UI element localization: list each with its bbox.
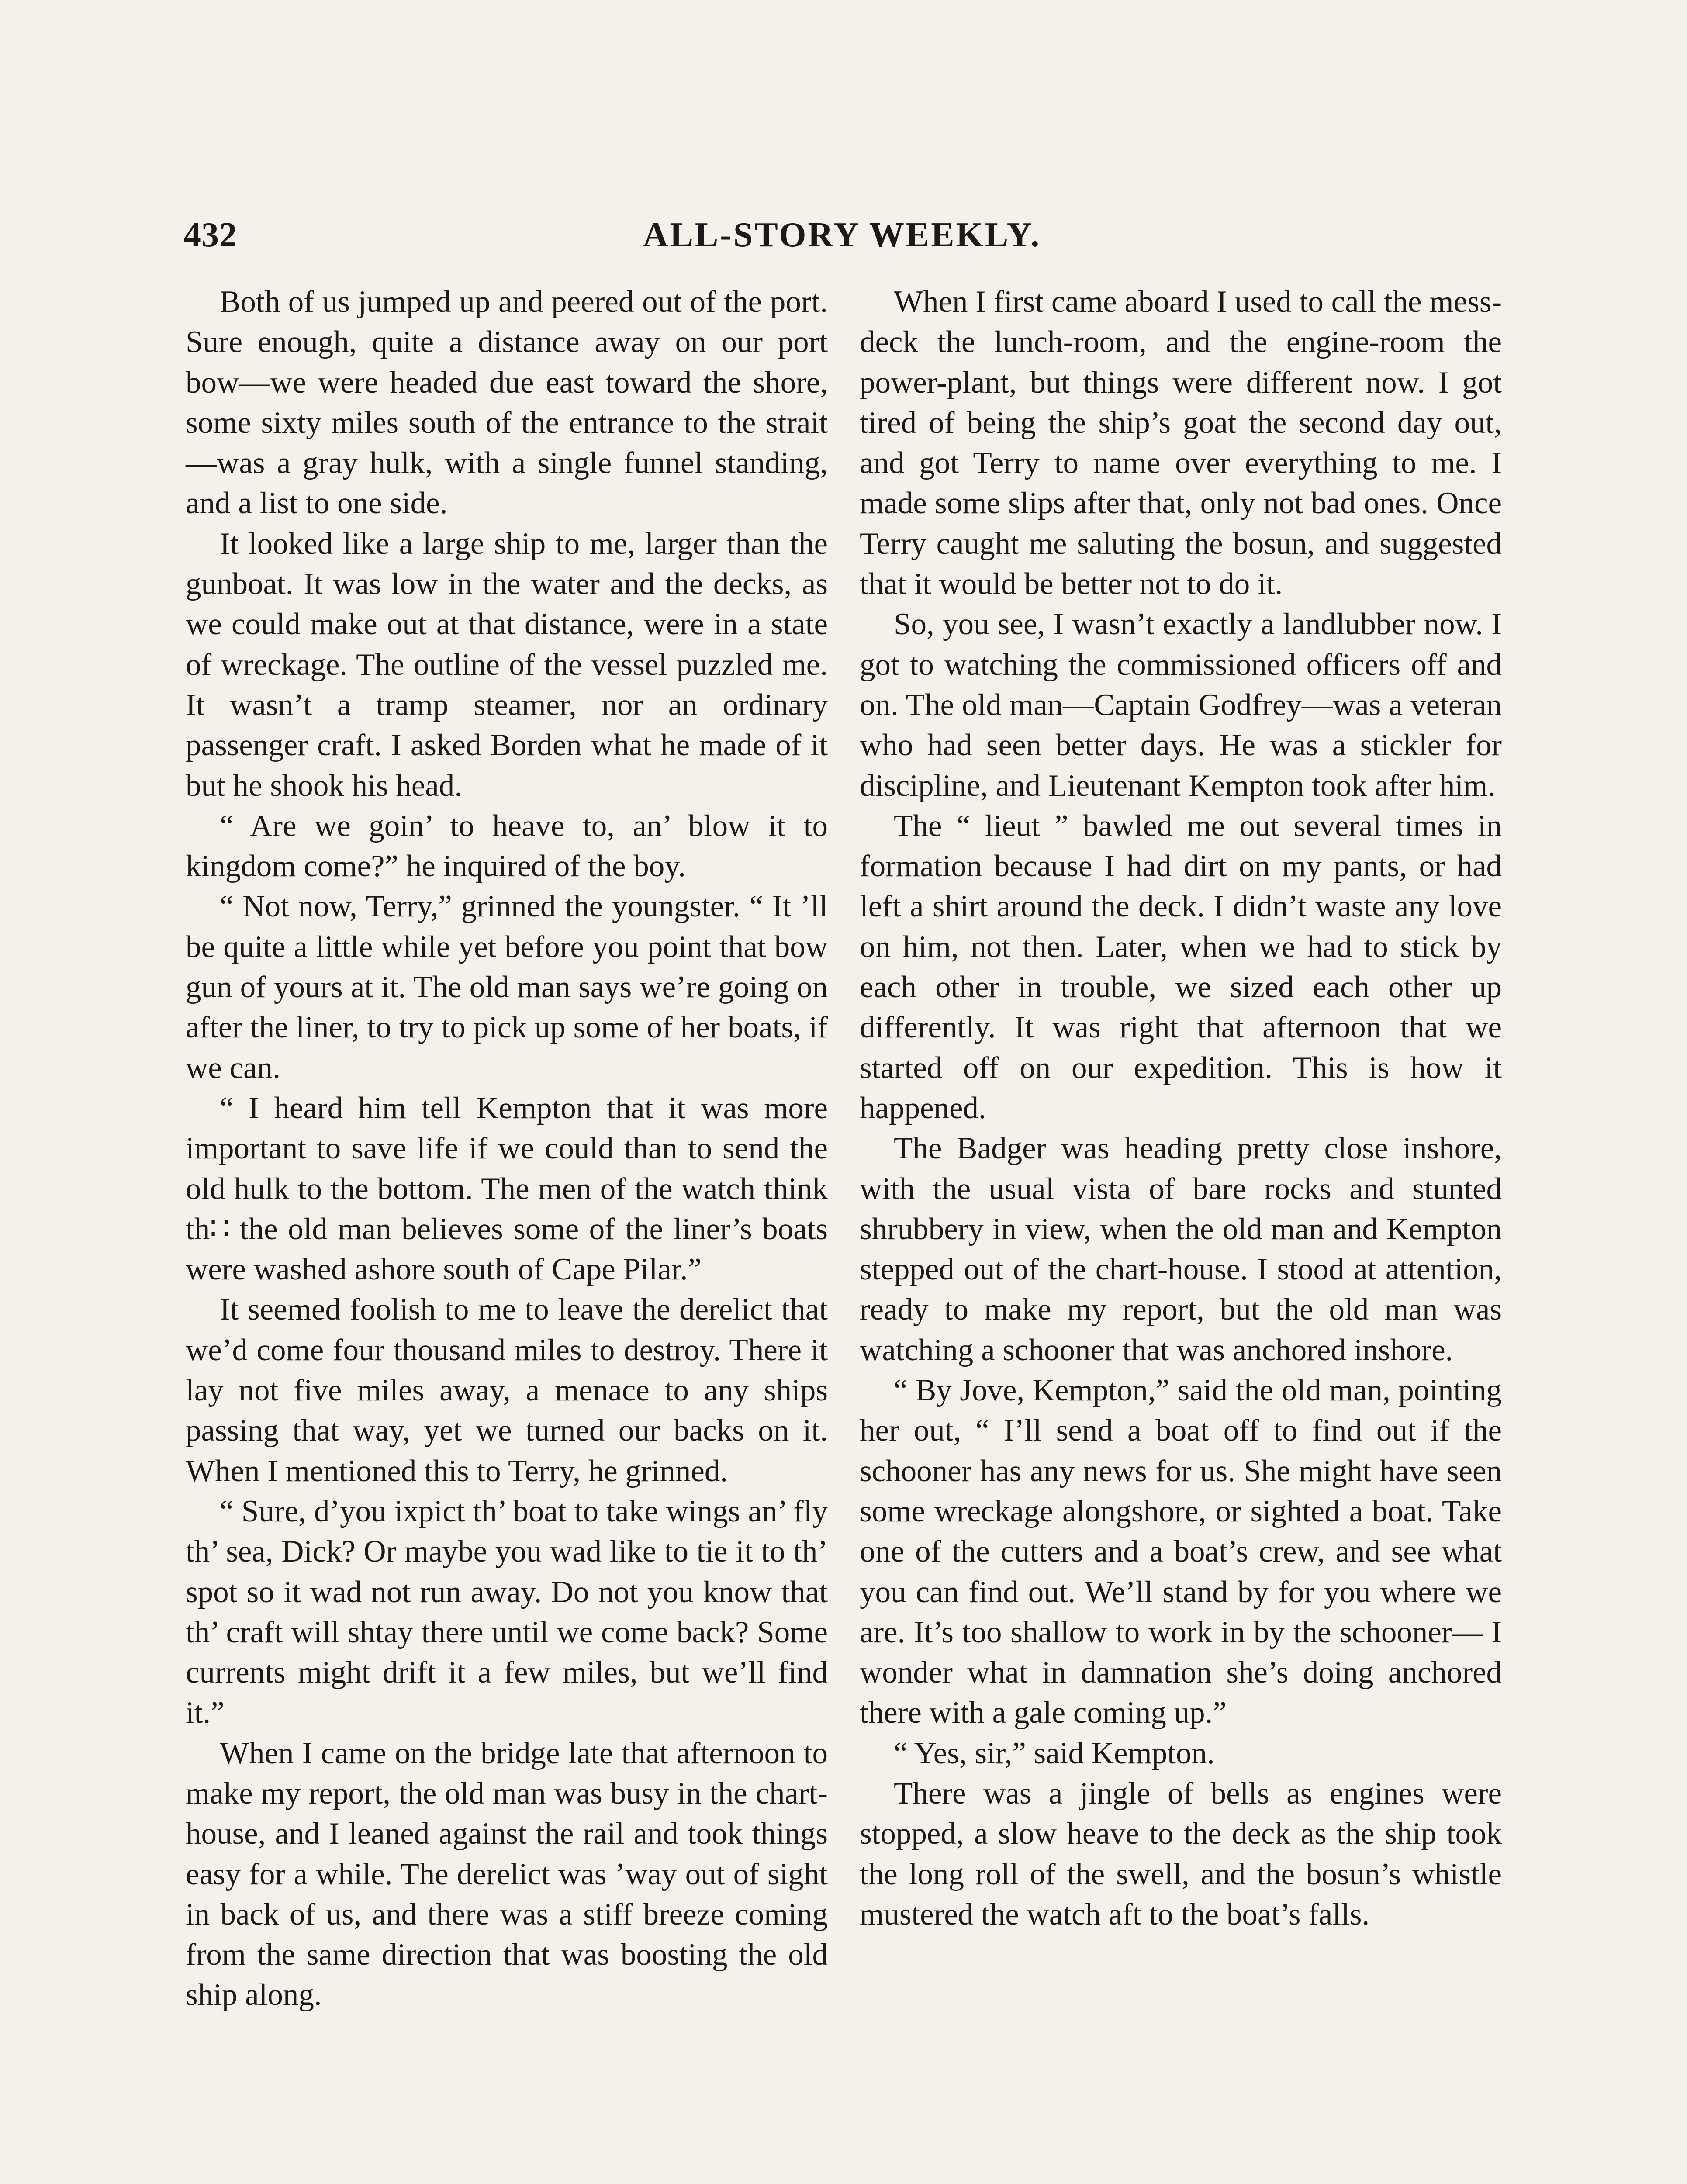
left-column xyxy=(186,282,828,2015)
paragraph: “ Sure, d’you ixpict th’ boat to take wings an’ fly th’ sea, Dick? Or maybe you wad like to tie it to th’ spot so it wad not run away. Do not you know that th’ craft will shtay there until we come back? Some currents might drift it a few miles, but we’ll find it.” xyxy=(186,1494,828,1730)
paragraph: “ Not now, Terry,” grinned the youngster. “ It ’ll be quite a little while yet before you point that bow gun of yours at it. The old man says we’re going on after the liner, to try to pick up some of her boats, if we can. xyxy=(186,889,828,1085)
paragraph: When I came on the bridge late that afternoon to make my report, the old man was busy in the chart-house, and I leaned against the rail and took things easy for a while. The derelict was ’way out of sight in back of us, and there was a stiff breeze coming from the same direction that was boosting the old ship along. xyxy=(186,1736,828,2012)
running-head: ALL-STORY WEEKLY. xyxy=(643,216,1041,254)
paragraph: There was a jingle of bells as engines were stopped, a slow heave to the deck as the ship took the long roll of the swell, and the bosun’s whistle mustered the watch aft to the boat’s falls. xyxy=(860,1776,1502,1932)
right-column xyxy=(860,282,1502,1935)
paragraph: “ Yes, sir,” said Kempton. xyxy=(894,1736,1215,1770)
paragraph: It seemed foolish to me to leave the derelict that we’d come four thousand miles to destroy. There it lay not five miles away, a menace to any ships passing that way, yet we turned our backs on it. When I mentioned this to Terry, he grinned. xyxy=(186,1292,828,1488)
paragraph: “ By Jove, Kempton,” said the old man, pointing her out, “ I’ll send a boat off to find out if the schooner has any news for us. She might have seen some wreckage alongshore, or sighted a boat. Take one of the cutters and a boat’s crew, and see what you can find out. We’ll stand by for you where we are. It’s too shallow to work in by the schooner— I wonder what in damnation she’s doing anchored there with a gale coming up.” xyxy=(860,1373,1502,1730)
paragraph: When I first came aboard I used to call the mess-deck the lunch-room, and the engine-room the power-plant, but things were different now. I got tired of being the ship’s goat the second day out, and got Terry to name over everything to me. I made some slips after that, only not bad ones. Once Terry caught me saluting the bosun, and suggested that it would be better not to do it. xyxy=(860,285,1502,601)
paragraph: So, you see, I wasn’t exactly a landlubber now. I got to watching the commissioned officers off and on. The old man—Captain Godfrey—was a veteran who had seen better days. He was a stickler for discipline, and Lieutenant Kempton took after him. xyxy=(860,607,1502,803)
paragraph: “ Are we goin’ to heave to, an’ blow it to kingdom come?” he inquired of the boy. xyxy=(186,809,828,884)
paragraph: “ I heard him tell Kempton that it was more important to save life if we could than to send the old hulk to the bottom. The men of the watch think th∷ the old man believes some of the liner’s boats were washed ashore south of Cape Pilar.” xyxy=(186,1091,828,1287)
paragraph: The Badger was heading pretty close inshore, with the usual vista of bare rocks and stunted shrubbery in view, when the old man and Kempton stepped out of the chart-house. I stood at attention, ready to make my report, but the old man was watching a schooner that was anchored inshore. xyxy=(860,1131,1502,1367)
page-number: 432 xyxy=(183,216,237,254)
paragraph: Both of us jumped up and peered out of the port. Sure enough, quite a distance away on our port bow—we were headed due east toward the shore, some sixty miles south of the entrance to the strait—was a gray hulk, with a single funnel standing, and a list to one side. xyxy=(186,285,828,521)
paragraph: The “ lieut ” bawled me out several times in formation because I had dirt on my pants, or had left a shirt around the deck. I didn’t waste any love on him, not then. Later, when we had to stick by each other in trouble, we sized each other up differently. It was right that afternoon that we started off on our expedition. This is how it happened. xyxy=(860,809,1502,1125)
page-header xyxy=(183,209,1500,261)
paragraph: It looked like a large ship to me, larger than the gunboat. It was low in the water and the decks, as we could make out at that distance, were in a state of wreckage. The outline of the vessel puzzled me. It wasn’t a tramp steamer, nor an ordinary passenger craft. I asked Borden what he made of it but he shook his head. xyxy=(186,526,828,803)
